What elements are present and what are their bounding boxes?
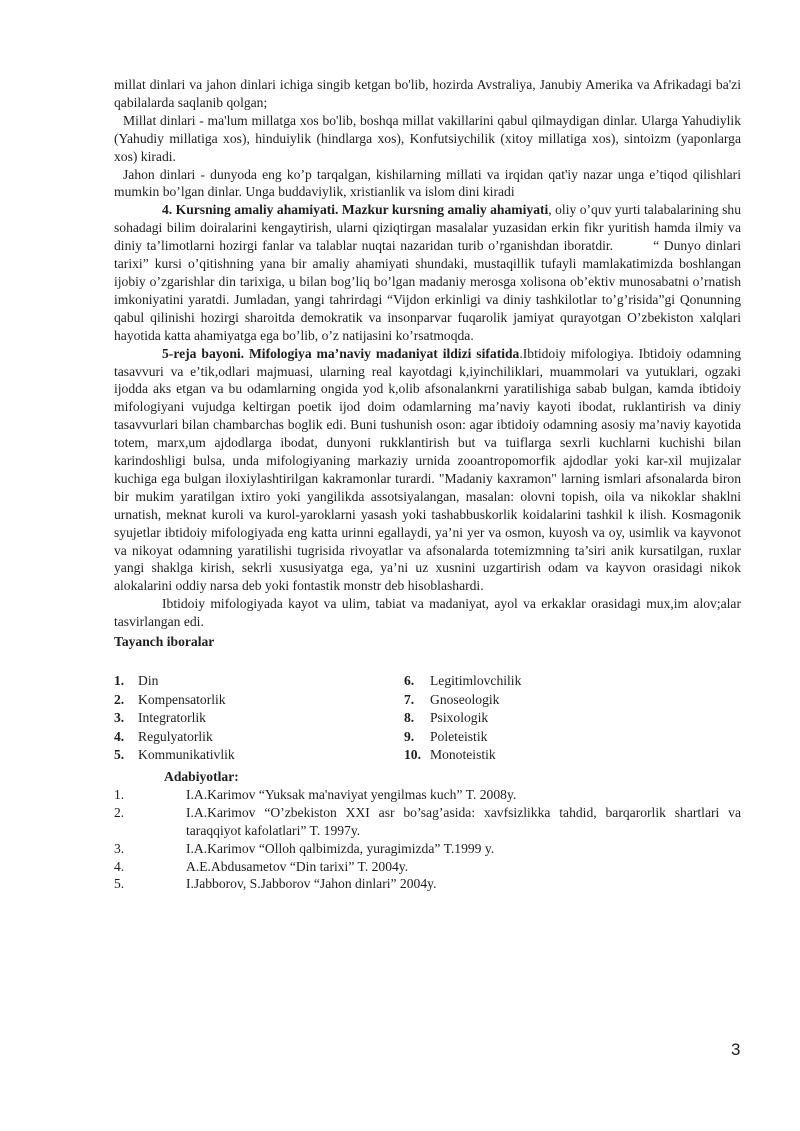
reference-item: 4. A.E.Abdusametov “Din tarixi” T. 2004y. — [114, 858, 409, 874]
term-item: 2. Kompensatorlik — [114, 691, 226, 707]
term-item: 5. Kommunikativlik — [114, 747, 235, 763]
reference-item: 2. I.A.Karimov “O’zbekiston XXI asr bo’sag’asida: xavfsizlikka tahdid, barqarorlik shartlari va taraqqiyot kafolatlari” T. 1997y. — [114, 804, 741, 838]
references-title: Adabiyotlar: — [164, 769, 239, 784]
paragraph-4 — [114, 201, 741, 344]
term-item: 3. Integratorlik — [114, 710, 206, 726]
reference-item: 3. I.A.Karimov “Olloh qalbimizda, yuragimizda” T.1999 y. — [114, 840, 495, 856]
document-page — [114, 76, 741, 893]
term-item: 10. Monoteistik — [404, 747, 496, 763]
terms-left-column — [114, 672, 235, 765]
term-item: 6. Legitimlovchilik — [404, 673, 522, 688]
page-number: 3 — [731, 1040, 741, 1059]
term-item: 8. Psixologik — [404, 710, 489, 726]
paragraph-2: Millat dinlari - ma'lum millatga xos bo'lib, boshqa millat vakillarini qabul qilmaydigan dinlar. Ularga Yahudiylik (Yahudiy millatiga xos), hinduiylik (hindlarga xos), Konfutsiychilik (xitoy millatiga xos), sintoizm (yaponlarga xos) kiradi. — [114, 112, 741, 164]
references-list — [114, 786, 741, 893]
section-5-heading: 5-reja bayoni. Mifologiya ma’naviy madaniyat ildizi sifatida — [162, 345, 520, 361]
terms-title: Tayanch iboralar — [114, 634, 215, 650]
section-4-heading: 4. Kursning amaliy ahamiyati. Mazkur kursning amaliy ahamiyati — [162, 202, 549, 218]
terms-right-column — [404, 672, 521, 765]
paragraph-5 — [114, 345, 741, 596]
term-item: 4. Regulyatorlik — [114, 728, 213, 744]
terms-list — [114, 672, 741, 768]
paragraph-5-text: .Ibtidoiy mifologiya. Ibtidoiy odamning tasavvuri va e’tik,odlari majmuasi, ularning real kayotdagi k,iyinchiliklari, muammolari va yutuklari, ogzaki ijodda aks etgan va bu odamlarning ongida yod k,olib afsonalankrni yaratilishiga sabab bulgan, kamda ibtidoiy mifologiyani vujudga keltirgan poetik ijod doim odamlarning ma’naviy kayoti ibodat, ruklantirish va diniy tasavvurlari bilan chambarchas boglik edi. Buni tushunish oson: agar ibtidoiy odamning asosiy ma’naviy kayotida totem, marx,um ajdodlarga ibodat, dunyoni rukklantirish but va tuiflarga sexrli kuchlarni kuchishi bilan karindoshligi bulsa, unda mifologiyaning markaziy urnida zooantropomorfik ajdodlar yoki kar-xil mujizalar kuchiga ega bulgan iloxiylashtirilgan kakramonlar turardi. "Madaniy kaxramon" larning ismlari afsonalarda biron bir mukim yaratilgan ixtiro yoki yangilikda assotsiyalangan, masalan: olovni topish, oila va nikoklar shaklni urnatish, meknat kuroli va kurol-yaroklarni yasash yoki tashabbuskorlik koidalarini tashkil k ilish. Kosmagonik syujetlar ibtidoiy mifologiyada eng katta urinni egallaydi, ya’ni yer va osmon, kuyosh va oy, usimlik va kayvonot va nikoyat odamning yaratilishi tugrisida rivoyatlar va afsonalarda totemizmning ta’siri anik kursatilgan, ruxlar yangi shaklga kirish, sekrli xususiyatga ega, ya’ni uz xusnini uzgartirish odam va kayvon orasidagi nikok alokalarini oddiy narsa deb yoki fontastik monstr deb hisoblashardi. — [114, 345, 741, 594]
paragraph-4-text-b: “ Dunyo dinlari tarixi” kursi o’qitishning yana bir amaliy ahamiyati shundaki, mustaqillik tufayli mamlakatimizda boshlangan ijobiy o’zgarishlar din tarixiga, u bilan bog’liq bo’lgan madaniy merosga xolisona ob’ektiv munosabatni o’rnatish imkoniyatini yaratdi. Jumladan, yangi tahrirdagi “Vijdon erkinligi va diniy tashkilotlar to’g’risida”gi Qonunning qabul qilinishi hozirgi sharoitda demokratik va insonparvar fuqarolik jamiyat qurayotgan O’zbekiston xalqlari hayotida katta ahamiyatga ega bo’lib, o’z natijasini ko’rsatmoqda. — [114, 238, 741, 343]
term-item: 1. Din — [114, 673, 159, 688]
paragraph-1: millat dinlari va jahon dinlari ichiga singib ketgan bo'lib, hozirda Avstraliya, Janubiy Amerika va Afrikadagi ba'zi qabilalarda saqlanib qolgan; — [114, 77, 741, 110]
reference-item: 5. I.Jabborov, S.Jabborov “Jahon dinlari” 2004y. — [114, 876, 437, 892]
term-item: 7. Gnoseologik — [404, 691, 500, 707]
paragraph-6: Ibtidoiy mifologiyada kayot va ulim, tabiat va madaniyat, ayol va erkaklar orasidagi mux,im alov;alar tasvirlangan edi. — [114, 596, 741, 630]
paragraph-3: Jahon dinlari - dunyoda eng ko’p tarqalgan, kishilarning millati va irqidan qat'iy nazar unga e’tiqod qilishlari mumkin bo’lgan dinlar. Unga buddaviylik, xristianlik va islom dini kiradi — [114, 166, 741, 200]
term-item: 9. Poleteistik — [404, 728, 488, 744]
paragraph-4-text-a: , oliy o’quv yurti talabalarining shu sohadagi bilim doiralarini kengaytirish, ularni qiziqtirgan masalalar yuzasidan erkin fikr yuritish hamda ilmiy va diniy ta’limotlarni hozirgi fanlar va talablar nuqtai nazaridan turib o’rganishdan iboratdir. — [114, 202, 741, 254]
reference-item: 1. I.A.Karimov “Yuksak ma'naviyat yengilmas kuch” T. 2008y. — [114, 786, 517, 802]
